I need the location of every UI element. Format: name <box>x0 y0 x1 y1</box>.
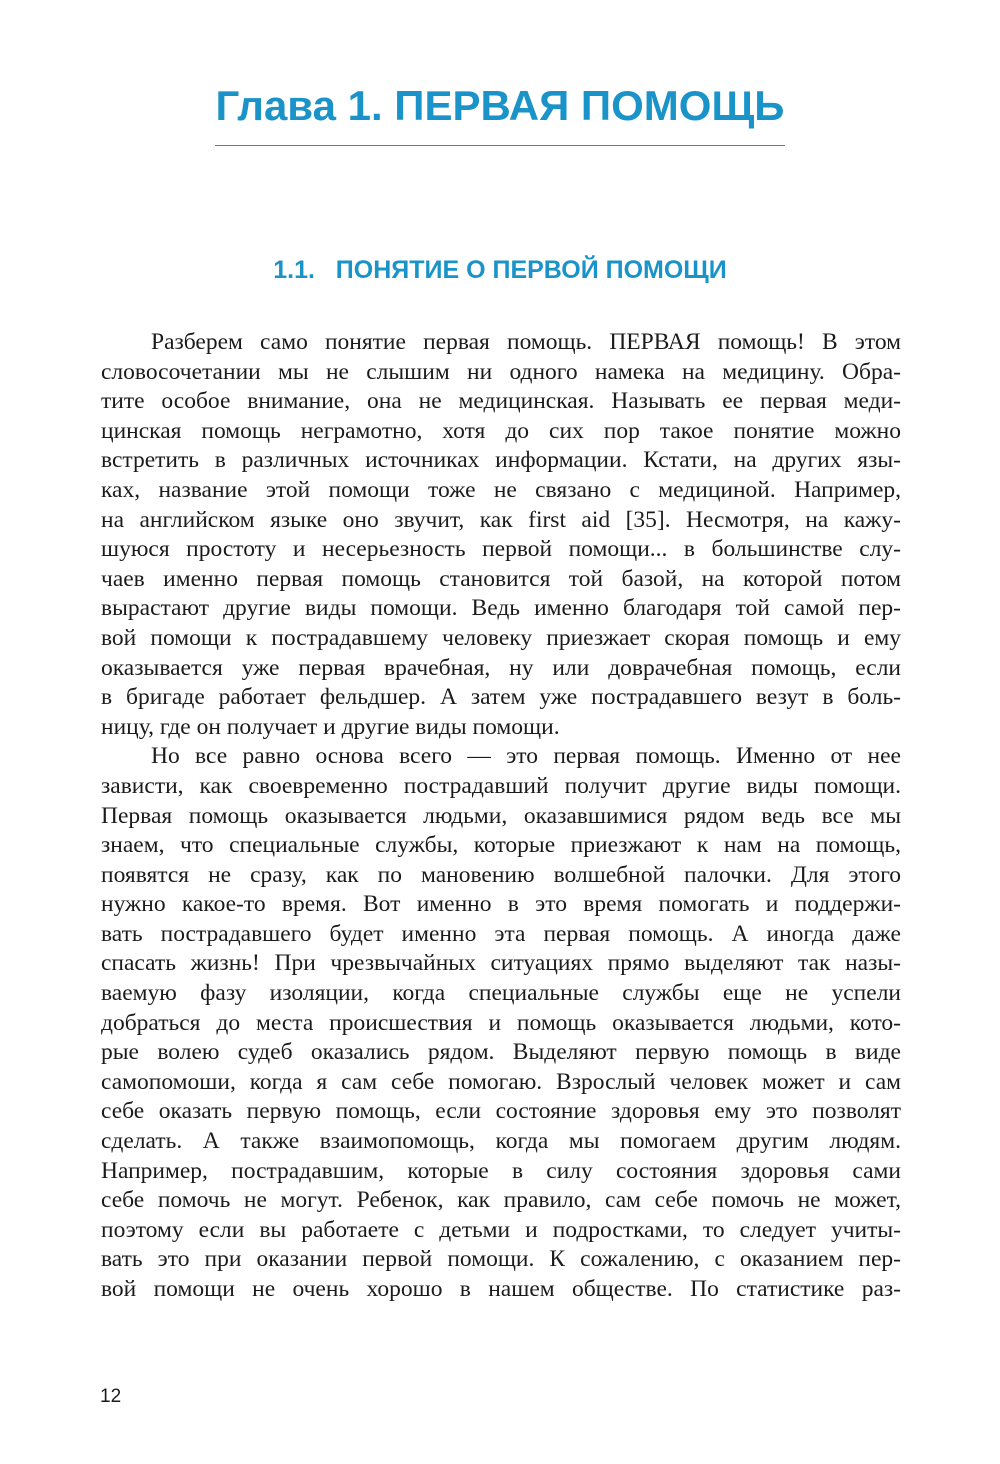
text-line: нужно какое-то время. Вот именно в это время помогать и поддержи- <box>101 891 901 918</box>
text-line: ваемую фазу изоляции, когда специальные службы еще не успели <box>101 980 901 1007</box>
text-line: вать это при оказании первой помощи. К сожалению, с оказанием пер- <box>101 1246 901 1273</box>
paragraph-2 <box>101 742 901 1304</box>
text-line: знаем, что специальные службы, которые приезжают к нам на помощь, <box>101 832 901 859</box>
text-line: вырастают другие виды помощи. Ведь именно благодаря той самой пер- <box>101 595 901 622</box>
paragraph-1 <box>101 328 901 742</box>
chapter-title-underline <box>215 145 785 146</box>
text-line: ницу, где он получает и другие виды помощи. <box>101 713 560 740</box>
text-line: самопомоши, когда я сам себе помогаю. Взрослый человек может и сам <box>101 1068 901 1095</box>
text-line: рые волею судеб оказались рядом. Выделяют первую помощь в виде <box>101 1039 901 1066</box>
text-line: вой помощи не очень хорошо в нашем обществе. По статистике раз- <box>101 1276 901 1302</box>
text-line: словосочетании мы не слышим ни одного намека на медицину. Обра- <box>101 358 901 385</box>
text-line: добраться до места происшествия и помощь оказывается людьми, кото- <box>101 1009 901 1036</box>
text-line: встретить в различных источниках информации. Кстати, на других язы- <box>101 447 901 474</box>
text-line: вать пострадавшего будет именно эта первая помощь. А иногда даже <box>101 920 901 947</box>
page-number: 12 <box>100 1386 122 1407</box>
text-line: поэтому если вы работаете с детьми и подростками, то следует учиты- <box>101 1216 901 1243</box>
text-line: зависти, как своевременно пострадавший получит другие виды помощи. <box>101 772 901 799</box>
text-line: на английском языке оно звучит, как first aid [35]. Несмотря, на кажу- <box>101 506 901 533</box>
text-line: себе оказать первую помощь, если состояние здоровья ему это позволят <box>101 1098 901 1125</box>
text-line: оказывается уже первая врачебная, ну или доврачебная помощь, если <box>101 654 901 681</box>
text-line: себе помочь не могут. Ребенок, как правило, сам себе помочь не может, <box>101 1187 901 1214</box>
text-line: вой помощи к пострадавшему человеку приезжает скорая помощь и ему <box>101 624 901 651</box>
section-title: 1.1. ПОНЯТИЕ О ПЕРВОЙ ПОМОЩИ <box>273 256 727 284</box>
text-line: Разберем само понятие первая помощь. ПЕРВАЯ помощь! В этом <box>151 329 901 355</box>
text-line: цинская помощь неграмотно, хотя до сих пор такое понятие можно <box>101 417 901 444</box>
text-line: сделать. А также взаимопомощь, когда мы помогаем другим людям. <box>101 1128 901 1155</box>
text-line: тите особое внимание, она не медицинская. Называть ее первая меди- <box>101 388 901 415</box>
text-line: Первая помощь оказывается людьми, оказавшимися рядом ведь все мы <box>101 802 901 829</box>
text-line: чаев именно первая помощь становится той базой, на которой потом <box>101 565 901 592</box>
text-line: появятся не сразу, как по мановению волшебной палочки. Для этого <box>101 861 901 888</box>
text-line: шуюся простоту и несерьезность первой помощи... в большинстве слу- <box>101 536 901 563</box>
text-line: ках, название этой помощи тоже не связано с медициной. Например, <box>101 476 901 503</box>
chapter-title: Глава 1. ПЕРВАЯ ПОМОЩЬ <box>215 82 785 129</box>
text-line: спасать жизнь! При чрезвычайных ситуациях прямо выделяют так назы- <box>101 950 901 977</box>
text-line: Например, пострадавшим, которые в силу состояния здоровья сами <box>101 1157 901 1184</box>
body-text <box>101 328 901 1305</box>
text-line: Но все равно основа всего — это первая помощь. Именно от нее <box>151 743 901 770</box>
text-line: в бригаде работает фельдшер. А затем уже пострадавшего везут в боль- <box>101 684 901 711</box>
